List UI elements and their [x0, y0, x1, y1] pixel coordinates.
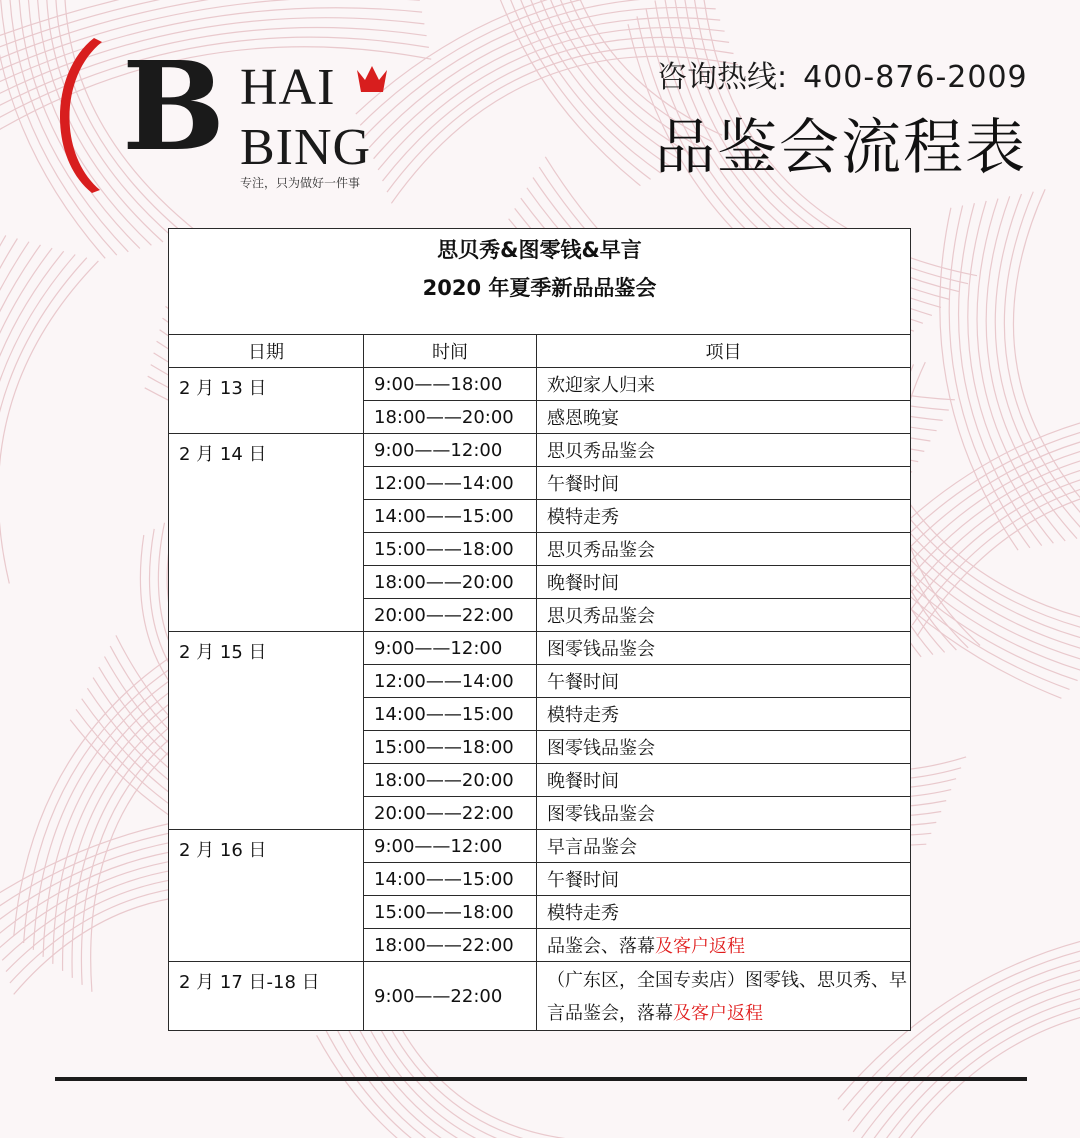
item-text: 思贝秀品鉴会	[547, 606, 655, 627]
hotline	[657, 56, 1047, 100]
item-cell	[537, 896, 911, 929]
item-text: 感恩晚宴	[547, 408, 619, 429]
time-cell: 9:00——18:00	[364, 368, 537, 401]
item-cell	[537, 929, 911, 962]
item-highlight-text: 及客户返程	[655, 936, 745, 957]
item-cell	[537, 764, 911, 797]
leaf-line	[476, 0, 641, 186]
time-cell: 12:00——14:00	[364, 665, 537, 698]
logo-letter: B	[122, 34, 226, 178]
date-cell: 2 月 14 日	[169, 434, 364, 632]
time-cell: 12:00——14:00	[364, 467, 537, 500]
item-cell	[537, 632, 911, 665]
item-cell	[537, 434, 911, 467]
item-text: 晚餐时间	[547, 573, 619, 594]
leaf-line	[317, 1035, 590, 1138]
item-cell	[537, 368, 911, 401]
item-cell	[537, 830, 911, 863]
leaf-line	[496, 0, 661, 173]
caption-line-brands: 思贝秀&图零钱&早言	[437, 238, 642, 262]
leaf-line	[323, 1025, 596, 1138]
schedule-table-body	[169, 229, 911, 1031]
time-cell: 15:00——18:00	[364, 731, 537, 764]
time-cell: 14:00——15:00	[364, 863, 537, 896]
time-cell: 18:00——20:00	[364, 764, 537, 797]
leaf-line	[0, 251, 64, 574]
time-cell: 18:00——20:00	[364, 401, 537, 434]
item-text: 图零钱品鉴会	[547, 804, 655, 825]
leaf-line	[0, 255, 75, 578]
caption-line-event: 2020 年夏季新品品鉴会	[422, 276, 657, 300]
item-cell	[537, 566, 911, 599]
date-cell: 2 月 17 日-18 日	[169, 962, 364, 1031]
brand-logo	[50, 30, 410, 200]
item-text: 思贝秀品鉴会	[547, 540, 655, 561]
time-cell: 14:00——15:00	[364, 500, 537, 533]
leaf-line	[949, 206, 1030, 548]
time-cell: 9:00——12:00	[364, 632, 537, 665]
time-cell: 9:00——12:00	[364, 434, 537, 467]
table-row	[169, 368, 911, 401]
schedule-table	[168, 228, 911, 1031]
time-cell: 9:00——22:00	[364, 962, 537, 1031]
item-text: 晚餐时间	[547, 771, 619, 792]
item-cell	[537, 401, 911, 434]
leaf-line	[506, 0, 671, 167]
table-row	[169, 434, 911, 467]
footer-divider	[55, 1077, 1027, 1081]
item-text: （广东区，全国专卖店）图零钱、思贝秀、早言品鉴会，落幕	[547, 970, 907, 1024]
item-text: 模特走秀	[547, 507, 619, 528]
time-cell: 9:00——12:00	[364, 830, 537, 863]
item-cell	[537, 698, 911, 731]
item-text: 图零钱品鉴会	[547, 639, 655, 660]
column-header-date: 日期	[169, 335, 364, 368]
item-text: 午餐时间	[547, 672, 619, 693]
leaf-line	[1013, 189, 1080, 531]
time-cell: 14:00——15:00	[364, 698, 537, 731]
time-cell: 15:00——18:00	[364, 533, 537, 566]
logo-text-line2: BING	[240, 119, 372, 176]
item-cell	[537, 962, 911, 1031]
header-row	[169, 335, 911, 368]
item-cell	[537, 533, 911, 566]
time-cell: 20:00——22:00	[364, 797, 537, 830]
page-title: 品鉴会流程表	[655, 113, 1027, 183]
item-cell	[537, 599, 911, 632]
leaf-line	[0, 258, 87, 581]
logo-text-line1: HAI	[240, 59, 336, 116]
crown-icon	[355, 62, 389, 94]
leaf-line	[0, 261, 98, 584]
item-cell	[537, 467, 911, 500]
table-caption	[169, 229, 911, 335]
leaf-line	[0, 245, 41, 568]
item-cell	[537, 731, 911, 764]
column-header-item: 项目	[537, 335, 911, 368]
table-row	[169, 632, 911, 665]
item-highlight-text: 及客户返程	[673, 1003, 763, 1024]
item-text: 午餐时间	[547, 474, 619, 495]
leaf-line	[940, 208, 1018, 550]
item-text: 品鉴会、落幕	[547, 936, 655, 957]
hotline-number: 400-876-2009	[803, 60, 1028, 95]
table-row	[169, 962, 911, 1031]
date-cell: 2 月 16 日	[169, 830, 364, 962]
table-row	[169, 830, 911, 863]
column-header-time: 时间	[364, 335, 537, 368]
red-arc-mark	[50, 30, 120, 200]
time-cell: 18:00——20:00	[364, 566, 537, 599]
time-cell: 15:00——18:00	[364, 896, 537, 929]
item-text: 图零钱品鉴会	[547, 738, 655, 759]
item-text: 思贝秀品鉴会	[547, 441, 655, 462]
item-cell	[537, 665, 911, 698]
item-text: 午餐时间	[547, 870, 619, 891]
item-cell	[537, 500, 911, 533]
hotline-label: 咨询热线:	[657, 60, 788, 95]
date-cell: 2 月 13 日	[169, 368, 364, 434]
item-text: 模特走秀	[547, 705, 619, 726]
date-cell: 2 月 15 日	[169, 632, 364, 830]
caption-row	[169, 229, 911, 335]
item-cell	[537, 863, 911, 896]
time-cell: 20:00——22:00	[364, 599, 537, 632]
item-text: 欢迎家人归来	[547, 375, 655, 396]
leaf-line	[898, 444, 1080, 592]
brand-slogan: 专注，只为做好一件事	[240, 176, 361, 190]
leaf-line	[0, 242, 29, 565]
time-cell: 18:00——22:00	[364, 929, 537, 962]
item-cell	[537, 797, 911, 830]
item-text: 早言品鉴会	[547, 837, 637, 858]
leaf-line	[486, 0, 651, 179]
item-text: 模特走秀	[547, 903, 619, 924]
